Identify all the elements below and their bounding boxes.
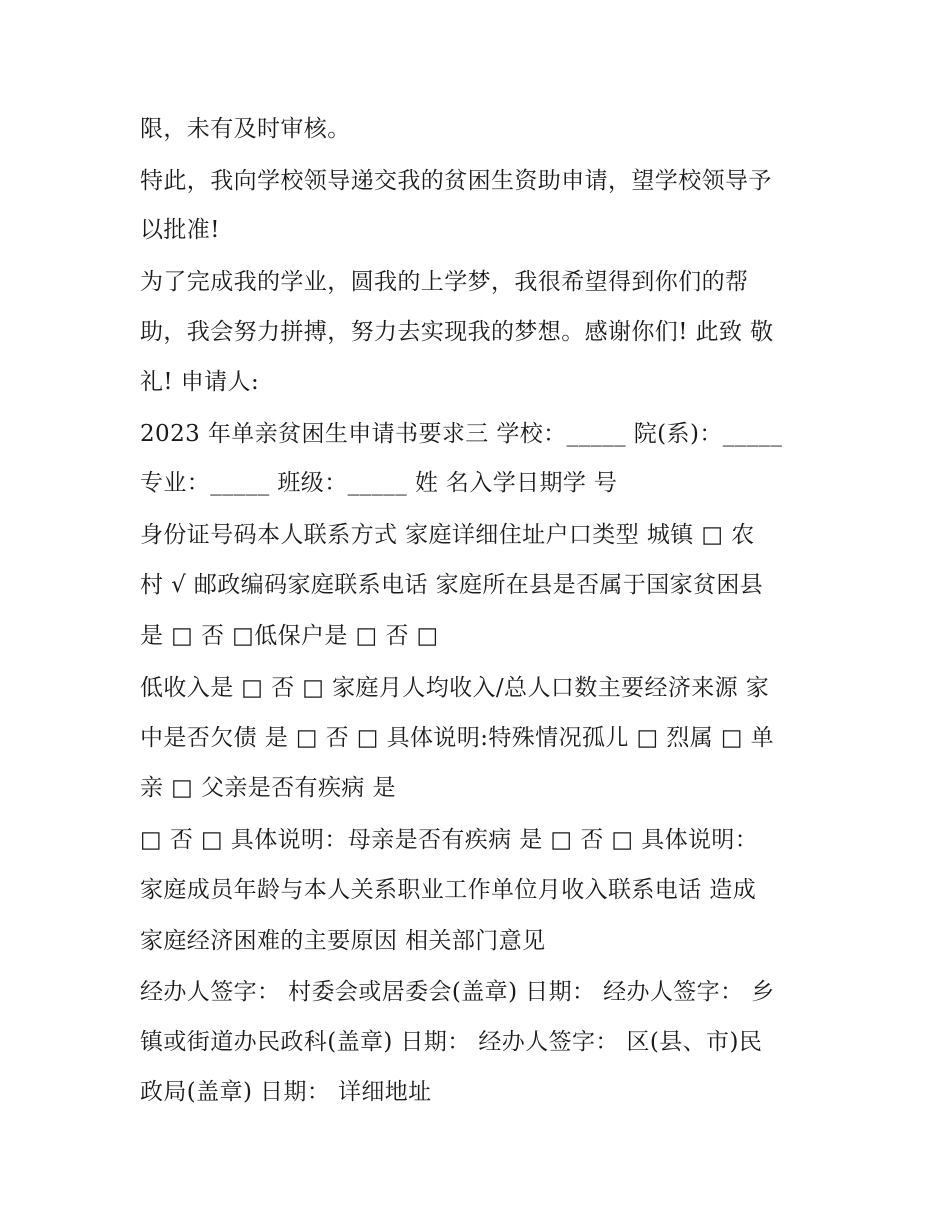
text-line: 镇或街道办民政科(盖章) 日期： 经办人签字： 区(县、市)民: [140, 1029, 763, 1055]
text-line: □ 否 □ 具体说明：母亲是否有疾病 是 □ 否 □ 具体说明：: [140, 827, 759, 853]
text-line: 家庭成员年龄与本人关系职业工作单位月收入联系电话 造成: [140, 877, 757, 903]
text-line: 礼! 申请人:: [140, 369, 260, 395]
text-line: 为了完成我的学业，圆我的上学梦，我很希望得到你们的帮: [140, 269, 749, 295]
text-line: 特此，我向学校领导递交我的贫困生资助申请，望学校领导予: [140, 168, 772, 194]
text-line: 是 □ 否 □低保户是 □ 否 □: [140, 623, 439, 649]
text-line: 以批准!: [140, 217, 220, 243]
text-line: 中是否欠债 是 □ 否 □ 具体说明:特殊情况孤儿 □ 烈属 □ 单: [140, 725, 775, 751]
text-line: 低收入是 □ 否 □ 家庭月人均收入/总人口数主要经济来源 家: [140, 675, 770, 701]
text-line: 亲 □ 父亲是否有疾病 是: [140, 775, 396, 801]
text-line: 限，未有及时审核。: [140, 116, 351, 142]
text-line: 村 √ 邮政编码家庭联系电话 家庭所在县是否属于国家贫困县: [140, 572, 764, 598]
text-line: 家庭经济困难的主要原因 相关部门意见: [140, 928, 546, 954]
text-line: 2023 年单亲贫困生申请书要求三 学校：_____ 院(系)：_____: [140, 421, 783, 447]
text-line: 专业：_____ 班级：_____ 姓 名入学日期学 号: [140, 470, 618, 496]
text-line: 助，我会努力拼搏，努力去实现我的梦想。感谢你们! 此致 敬: [140, 319, 774, 345]
text-line: 经办人签字： 村委会或居委会(盖章) 日期： 经办人签字： 乡: [140, 979, 775, 1005]
text-line: 政局(盖章) 日期： 详细地址: [140, 1079, 432, 1105]
text-line: 身份证号码本人联系方式 家庭详细住址户口类型 城镇 □ 农: [140, 522, 755, 548]
